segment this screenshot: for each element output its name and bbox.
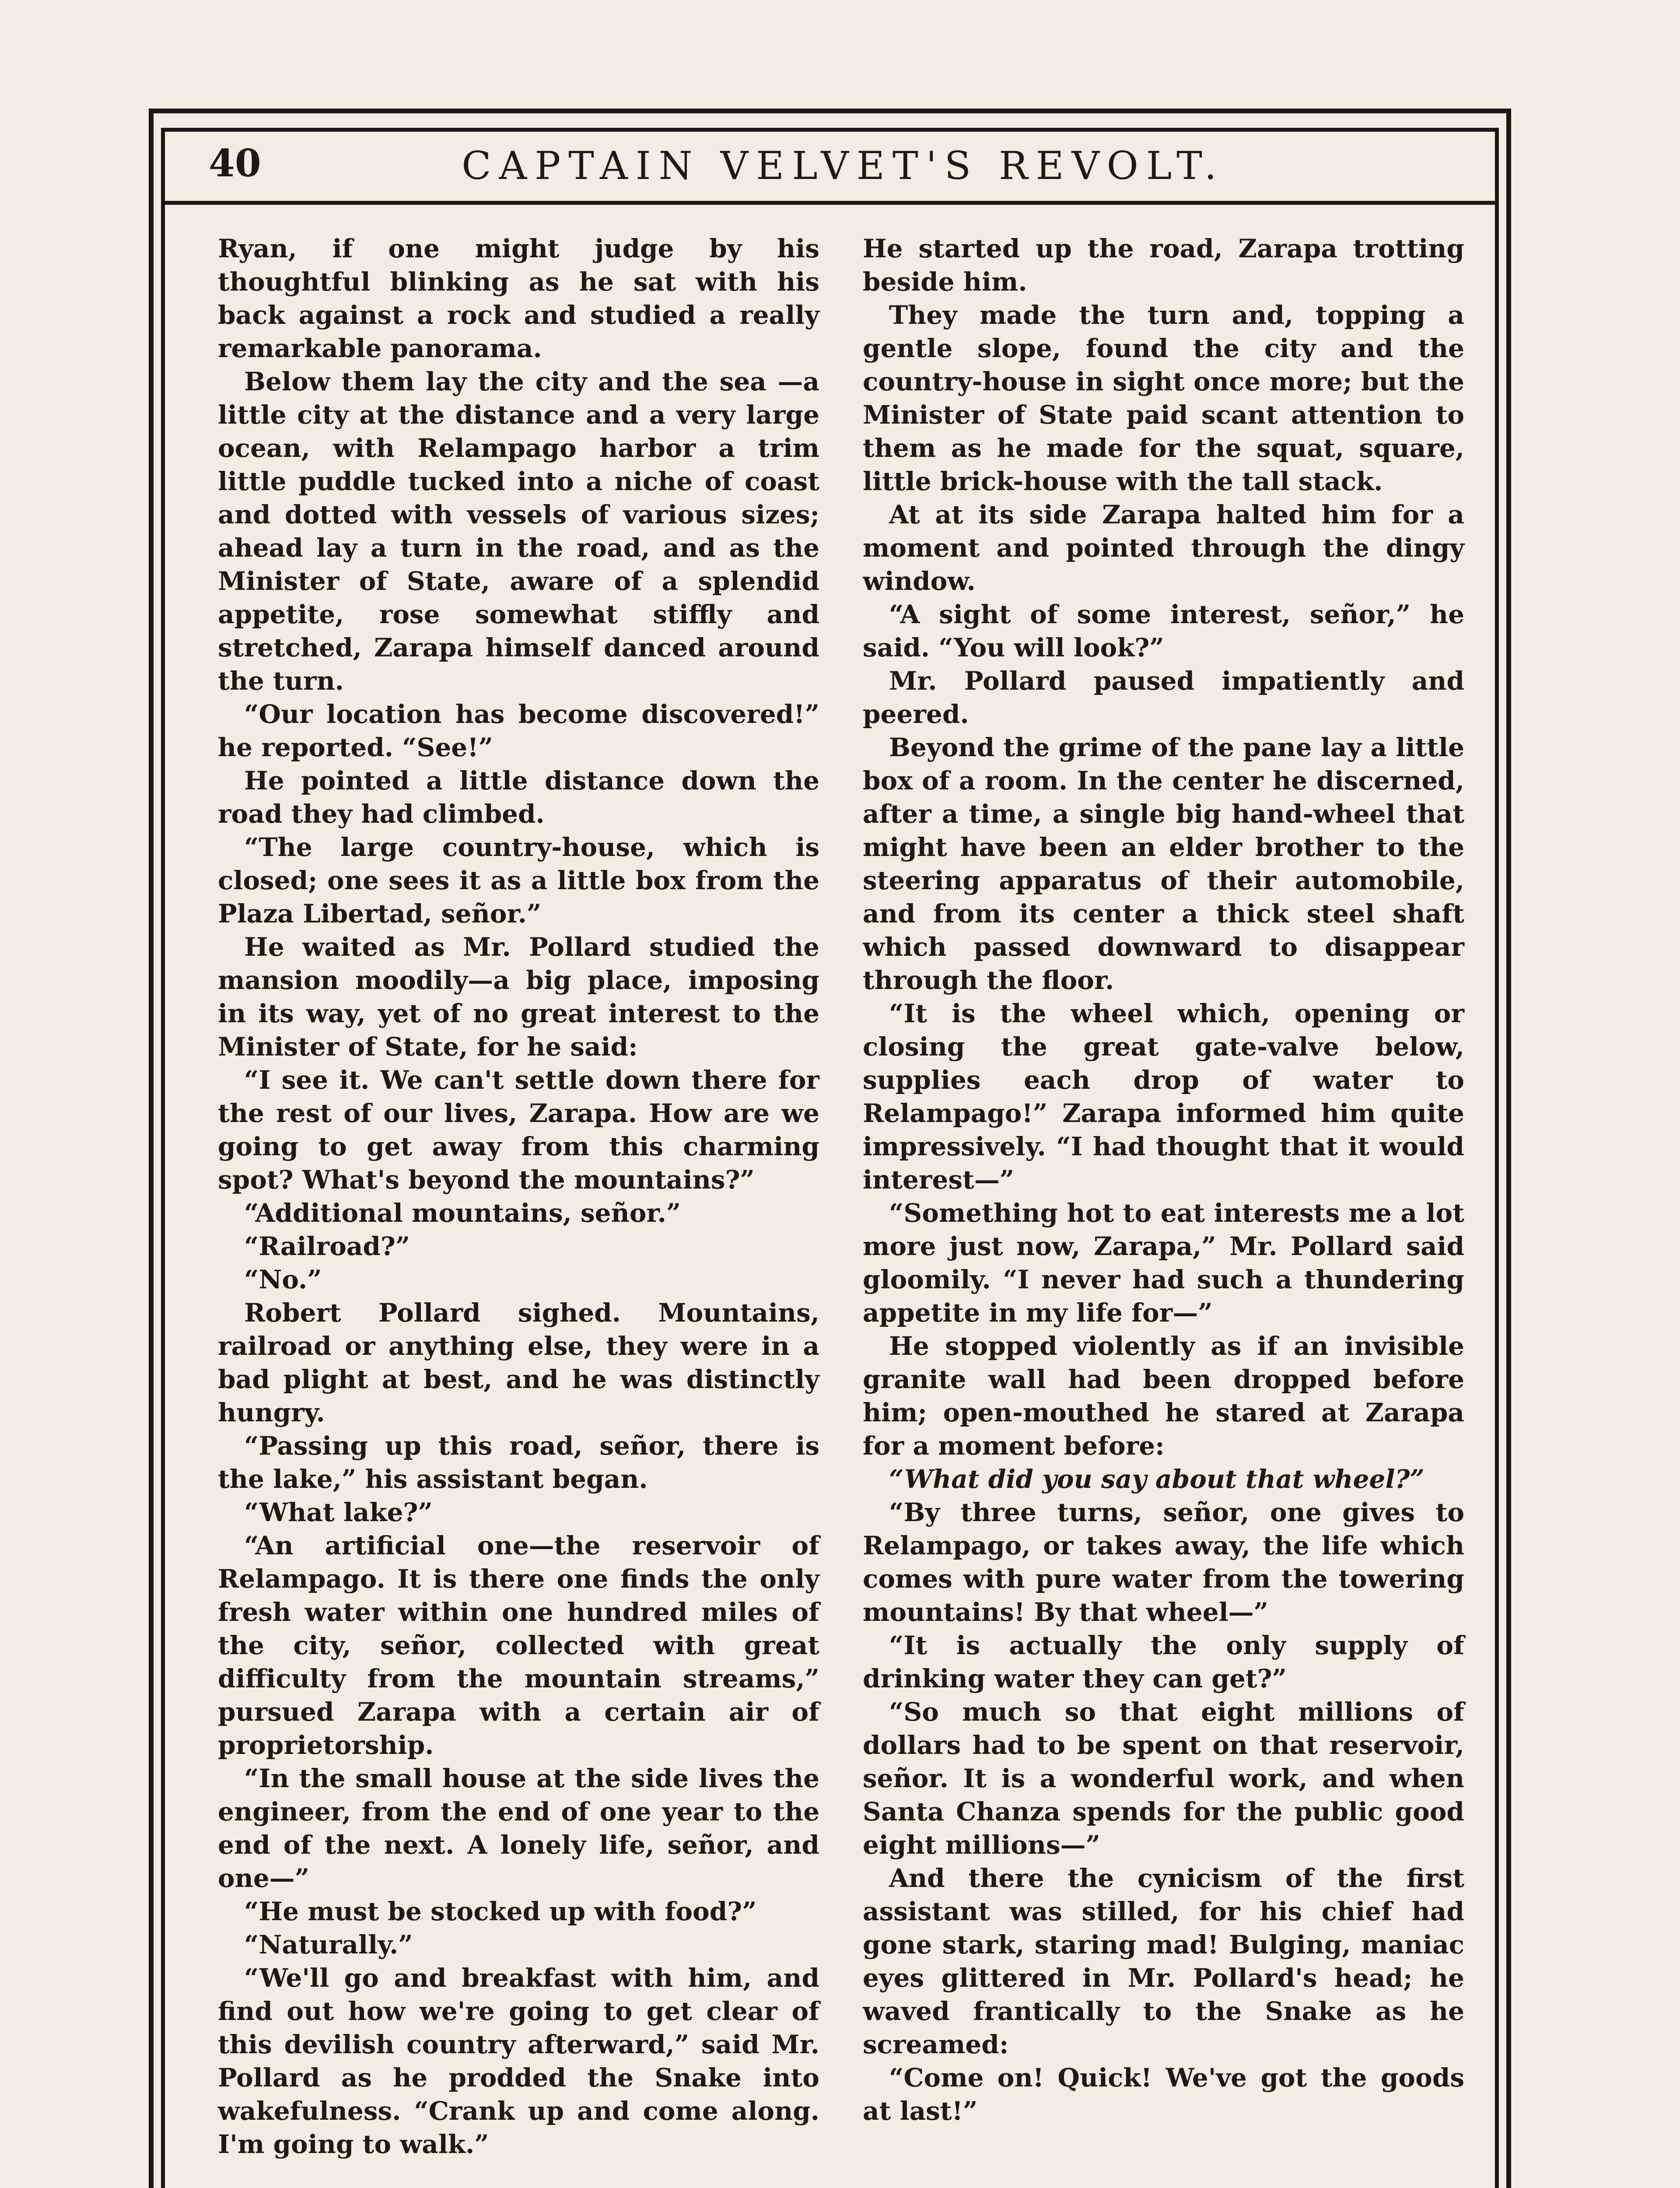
paragraph: “By three turns, señor, one gives to Relampago, or takes away, the life which comes with pure water from the towering mountains! By that wheel—” [863, 1497, 1464, 1627]
paragraph: He pointed a little distance down the road they had climbed. [218, 766, 819, 829]
paragraph: “Something hot to eat interests me a lot more just now, Zarapa,” Mr. Pollard said gloomily. “I never had such a thundering appetite in my life for—” [863, 1198, 1464, 1328]
paragraph: Ryan, if one might judge by his thoughtful blinking as he sat with his back against a rock and studied a really remarkable panorama. [218, 234, 819, 363]
paragraph: Mr. Pollard paused impatiently and peered. [863, 666, 1464, 729]
paragraph: “Naturally.” [244, 1930, 413, 1960]
paragraph: “In the small house at the side lives the engineer, from the end of one year to the end of the next. A lonely life, señor, and one—” [218, 1764, 819, 1893]
paragraph: And there the cynicism of the first assistant was stilled, for his chief had gone stark, staring mad! Bulging, maniac eyes glittered in Mr. Pollard's head; he waved frantically to the Snake as he screamed: [863, 1863, 1464, 2059]
paragraph: “A sight of some interest, señor,” he said. “You will look?” [863, 600, 1464, 663]
paragraph: Robert Pollard sighed. Mountains, railroad or anything else, they were in a bad plight at best, and he was distinctly hungry. [218, 1298, 819, 1427]
running-title: CAPTAIN VELVET'S REVOLT. [462, 143, 1225, 188]
paragraph: “So much so that eight millions of dollars had to be spent on that reservoir, señor. It is a wonderful work, and when Santa Chanza spends for the public good eight millions—” [863, 1697, 1464, 1860]
paragraph: “An artificial one—the reservoir of Relampago. It is there one finds the only fresh water within one hundred miles of the city, señor, collected with great difficulty from the mountain streams,” pursued Zarapa with a certain air of proprietorship. [218, 1531, 819, 1760]
paragraph: “Our location has become discovered!” he reported. “See!” [218, 699, 819, 762]
paragraph: “What did you say about that wheel?” [889, 1464, 1424, 1494]
paragraph: “He must be stocked up with food?” [244, 1897, 757, 1926]
paragraph: “I see it. We can't settle down there for the rest of our lives, Zarapa. How are we going to get away from this charming spot? What's beyond the mountains?” [218, 1065, 819, 1195]
page-number: 40 [209, 141, 261, 186]
paragraph: “It is actually the only supply of drinking water they can get?” [863, 1630, 1464, 1694]
paragraph: He stopped violently as if an invisible granite wall had been dropped before him; open-mouthed he stared at Zarapa for a moment before: [863, 1331, 1464, 1461]
paragraph: Below them lay the city and the sea —a little city at the distance and a very large ocean, with Relampago harbor a trim little puddle tucked into a niche of coast and dotted with vessels of various sizes; ahead lay a turn in the road, and as the Minister of State, aware of a splendid appetite, rose somewhat stiffly and stretched, Zarapa himself danced around the turn. [218, 367, 819, 696]
paragraph: He started up the road, Zarapa trotting beside him. [863, 234, 1464, 297]
right-column [863, 232, 1464, 2128]
paragraph: “It is the wheel which, opening or closing the great gate-valve below, supplies each drop of water to Relampago!” Zarapa informed him quite impressively. “I had thought that it would interest—” [863, 999, 1464, 1195]
paragraph: “Railroad?” [244, 1231, 410, 1261]
paragraph: “We'll go and breakfast with him, and find out how we're going to get clear of this devilish country afterward,” said Mr. Pollard as he prodded the Snake into wakefulness. “Crank up and come along. I'm going to walk.” [218, 1963, 819, 2159]
paragraph: They made the turn and, topping a gentle slope, found the city and the country-house in sight once more; but the Minister of State paid scant attention to them as he made for the squat, square, little brick-house with the tall stack. [863, 300, 1464, 496]
paragraph: “Come on! Quick! We've got the goods at last!” [863, 2063, 1464, 2126]
paragraph: At at its side Zarapa halted him for a moment and pointed through the dingy window. [863, 500, 1464, 596]
paragraph: “No.” [244, 1265, 322, 1294]
paragraph: “Passing up this road, señor, there is the lake,” his assistant began. [218, 1431, 819, 1494]
paragraph: He waited as Mr. Pollard studied the mansion moodily—a big place, imposing in its way, yet of no great interest to the Minister of State, for he said: [218, 932, 819, 1062]
paragraph: Beyond the grime of the pane lay a little box of a room. In the center he discerned, after a time, a single big hand-wheel that might have been an elder brother to the steering apparatus of their automobile, and from its center a thick steel shaft which passed downward to disappear through the floor. [863, 733, 1464, 995]
paragraph: “What lake?” [244, 1497, 433, 1527]
page-header [165, 132, 1495, 205]
left-column [218, 232, 819, 2161]
paragraph: “The large country-house, which is closed; one sees it as a little box from the Plaza Libertad, señor.” [218, 832, 819, 929]
paragraph: “Additional mountains, señor.” [244, 1198, 681, 1228]
